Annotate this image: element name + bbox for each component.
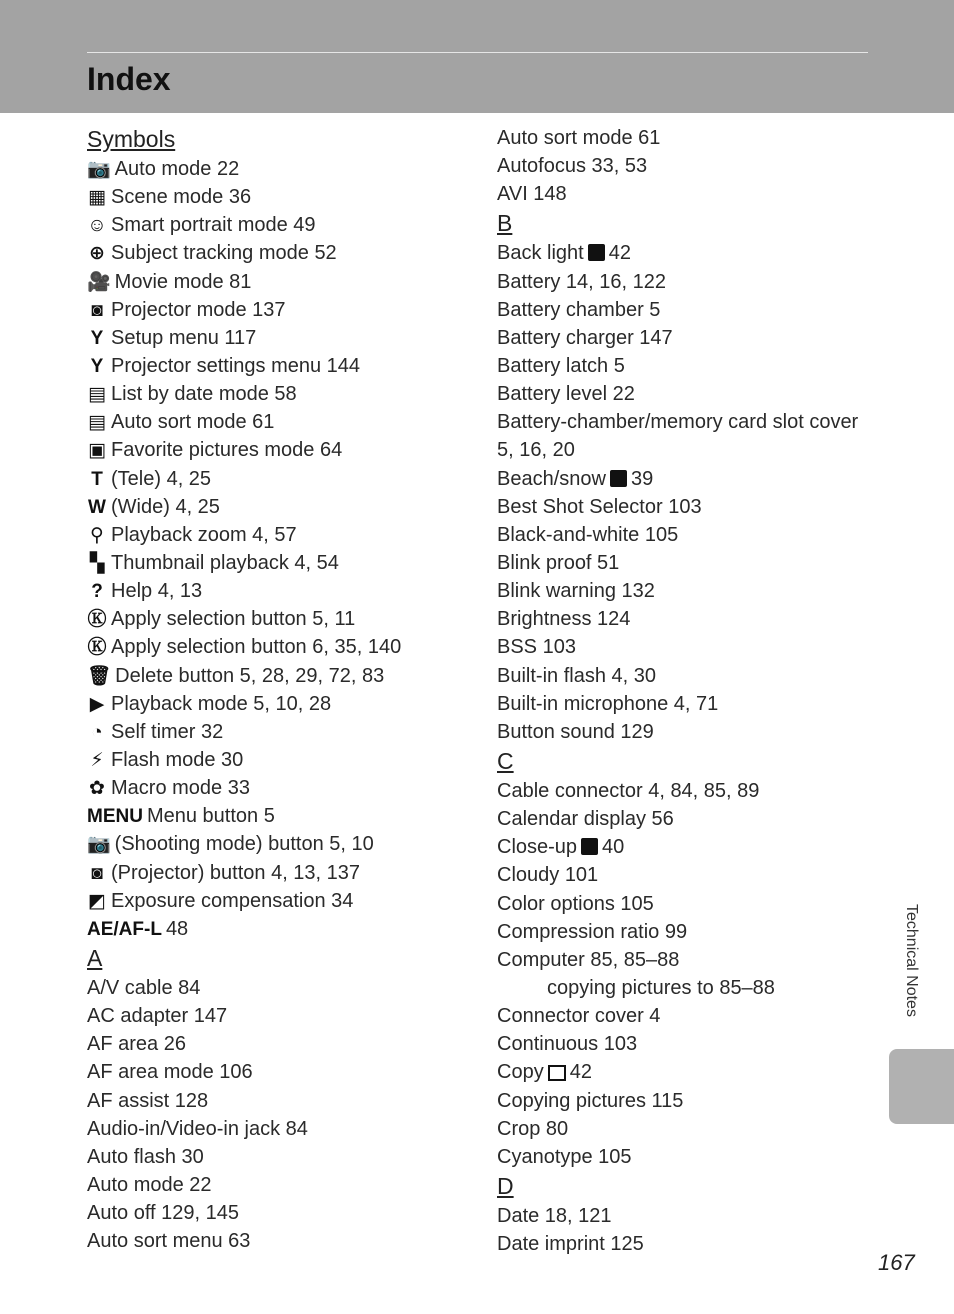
self-timer-icon: ◔ [91, 721, 103, 743]
index-entry [87, 521, 477, 549]
index-entry-text: Favorite pictures mode 64 [111, 439, 343, 462]
index-entry-text: Smart portrait mode 49 [111, 214, 316, 237]
backlight-icon [588, 244, 605, 261]
movie-icon: 🎥 [87, 271, 111, 293]
index-entry [497, 805, 877, 833]
index-entry-text: Projector mode 137 [111, 298, 286, 321]
index-entry-text: Setup menu 117 [111, 326, 257, 349]
index-entry [87, 1227, 477, 1255]
index-entry [497, 690, 877, 718]
index-entry-text: Apply selection button 5, 11 [111, 608, 356, 631]
menu-icon: MENU [87, 806, 143, 828]
index-entry-text: AC adapter 147 [87, 1005, 228, 1028]
index-entry-text: Copy [497, 1061, 544, 1084]
index-entry-text: Flash mode 30 [111, 748, 244, 771]
tele-icon: T [91, 468, 103, 490]
index-entry [497, 268, 877, 296]
index-entry-text: Cable connector 4, 84, 85, 89 [497, 779, 760, 802]
index-entry-text: Beach/snow [497, 467, 606, 490]
index-entry [87, 239, 477, 267]
favorite-pictures-icon: ▣ [88, 440, 106, 462]
index-entry [87, 183, 477, 211]
projector-icon: ◙ [91, 862, 103, 884]
page-title: Index [87, 61, 171, 97]
index-entry-text: C [497, 747, 514, 774]
auto-sort-icon: ▤ [88, 412, 106, 434]
list-by-date-icon: ▤ [88, 384, 106, 406]
index-entry-text: Thumbnail playback 4, 54 [111, 551, 339, 574]
wide-icon: W [88, 496, 106, 518]
index-entry [87, 690, 477, 718]
index-entry-text: Built-in flash 4, 30 [497, 664, 656, 687]
index-entry-text: Black-and-white 105 [497, 523, 679, 546]
index-entry-text: Auto off 129, 145 [87, 1202, 239, 1225]
index-entry-text: Auto mode 22 [87, 1173, 212, 1196]
index-entry [497, 465, 877, 493]
index-entry [87, 887, 477, 915]
index-entry-text: Battery charger 147 [497, 326, 673, 349]
index-entry-text: Projector settings menu 144 [111, 354, 361, 377]
index-entry-text: Battery-chamber/memory card slot cover [497, 411, 859, 434]
index-entry-text: AVI 148 [497, 183, 567, 206]
index-entry-text: Date 18, 121 [497, 1204, 612, 1227]
index-entry-text: Battery level 22 [497, 383, 635, 406]
index-entry [87, 718, 477, 746]
index-entry [87, 633, 477, 661]
index-entry-text: Compression ratio 99 [497, 920, 688, 943]
copy-icon [548, 1065, 566, 1081]
index-entry [87, 974, 477, 1002]
side-label-text: Technical Notes [903, 904, 920, 1017]
index-entry [87, 493, 477, 521]
index-entry-text: 5, 16, 20 [497, 439, 575, 462]
index-entry-text: Exposure compensation 34 [111, 889, 354, 912]
index-entry [497, 124, 877, 152]
index-entry-text: (Tele) 4, 25 [111, 467, 212, 490]
index-entry-text: B [497, 210, 513, 237]
index-entry [497, 352, 877, 380]
page-number: 167 [878, 1250, 915, 1275]
index-entry-text: (Shooting mode) button 5, 10 [114, 833, 374, 856]
index-entry [497, 239, 877, 267]
index-entry-text: Calendar display 56 [497, 808, 674, 831]
index-entry [497, 324, 877, 352]
index-entry [497, 1058, 877, 1086]
index-entry [497, 662, 877, 690]
index-entry [497, 1087, 877, 1115]
index-entry-text: Auto sort menu 63 [87, 1230, 251, 1253]
index-entry-text: (Projector) button 4, 13, 137 [111, 861, 361, 884]
index-entry-text: Button sound 129 [497, 720, 654, 743]
index-entry [87, 549, 477, 577]
close-up-icon [581, 838, 598, 855]
index-entry [87, 746, 477, 774]
index-entry [87, 802, 477, 830]
index-entry-text: Auto flash 30 [87, 1145, 204, 1168]
index-entry [497, 974, 877, 1002]
index-entry-text: Apply selection button 6, 35, 140 [111, 636, 402, 659]
index-section-heading [497, 746, 877, 777]
scene-icon: ▦ [88, 187, 106, 209]
index-entry [497, 833, 877, 861]
index-entry-text: A/V cable 84 [87, 976, 201, 999]
index-entry-text: Delete button 5, 28, 29, 72, 83 [115, 664, 385, 687]
index-entry-text: A [87, 944, 103, 971]
beach-snow-icon [610, 470, 627, 487]
index-column-right [497, 124, 877, 1258]
index-entry [87, 380, 477, 408]
index-entry-text: Back light [497, 242, 584, 265]
index-entry-text: Brightness 124 [497, 608, 631, 631]
index-entry [497, 1143, 877, 1171]
index-entry-text: Connector cover 4 [497, 1005, 661, 1028]
smart-portrait-icon: ☺ [87, 215, 107, 237]
index-entry [497, 918, 877, 946]
index-entry [87, 324, 477, 352]
index-section-heading [87, 124, 477, 155]
index-entry [87, 830, 477, 858]
index-entry-text: Battery 14, 16, 122 [497, 270, 667, 293]
index-entry-text: (Wide) 4, 25 [111, 495, 220, 518]
index-entry-text: Playback zoom 4, 57 [111, 523, 297, 546]
thumbnail-icon: ▚ [89, 552, 105, 574]
index-entry-text: Symbols [87, 126, 176, 152]
index-entry [87, 915, 477, 943]
index-entry-text: Built-in microphone 4, 71 [497, 692, 719, 715]
section-thumb-tab [889, 1049, 954, 1124]
index-entry [497, 946, 877, 974]
index-entry [87, 211, 477, 239]
index-entry [497, 718, 877, 746]
index-entry-text: Copying pictures 115 [497, 1089, 684, 1112]
index-entry-text: Auto sort mode 61 [111, 411, 275, 434]
camera-icon: 📷 [87, 834, 111, 856]
index-section-heading [497, 208, 877, 239]
index-entry-text: AF assist 128 [87, 1089, 209, 1112]
index-entry-text: Help 4, 13 [111, 580, 203, 603]
index-entry-text: Audio-in/Video-in jack 84 [87, 1117, 308, 1140]
macro-icon: ✿ [89, 778, 105, 800]
subject-tracking-icon: ⊕ [89, 243, 105, 265]
index-entry [497, 1202, 877, 1230]
index-entry [497, 493, 877, 521]
index-entry-text: Battery latch 5 [497, 354, 625, 377]
index-entry-text: Battery chamber 5 [497, 298, 661, 321]
index-entry-text: Color options 105 [497, 892, 654, 915]
index-entry [87, 662, 477, 690]
ok-button-outline-icon: Ⓚ [87, 637, 107, 659]
index-entry [87, 465, 477, 493]
index-entry-text: D [497, 1172, 514, 1199]
index-entry [87, 1002, 477, 1030]
page-header [0, 0, 954, 113]
header-rule [87, 52, 868, 53]
index-entry-text: BSS 103 [497, 636, 576, 659]
index-entry [87, 408, 477, 436]
index-entry [87, 155, 477, 183]
index-entry [87, 1115, 477, 1143]
camera-icon: 📷 [87, 159, 111, 180]
index-entry-text: copying pictures to 85–88 [547, 976, 775, 999]
index-entry [497, 521, 877, 549]
index-entry [87, 774, 477, 802]
playback-icon: ▶ [89, 693, 105, 715]
index-entry-text: Macro mode 33 [111, 777, 250, 800]
index-entry-text: Playback mode 5, 10, 28 [111, 692, 332, 715]
index-entry-text: Scene mode 36 [111, 186, 252, 209]
index-entry [87, 605, 477, 633]
index-column-left [87, 124, 477, 1255]
side-section-label [896, 904, 926, 1039]
index-entry [497, 436, 877, 464]
projector-icon: ◙ [91, 299, 103, 321]
index-entry-text: Autofocus 33, 53 [497, 155, 648, 178]
flash-icon: ⚡ [90, 749, 104, 771]
index-entry [497, 152, 877, 180]
index-entry-text: Auto sort mode 61 [497, 127, 661, 149]
index-entry-page: 42 [608, 242, 631, 265]
index-entry-text: Blink proof 51 [497, 551, 620, 574]
index-entry [87, 577, 477, 605]
index-entry-text: Movie mode 81 [114, 270, 252, 293]
index-entry-text: Continuous 103 [497, 1033, 638, 1056]
index-entry [497, 861, 877, 889]
index-entry-text: Cloudy 101 [497, 864, 599, 887]
index-entry [497, 408, 877, 436]
index-entry [497, 380, 877, 408]
index-section-heading [87, 943, 477, 974]
ok-button-icon: Ⓚ [87, 609, 107, 631]
index-entry [497, 777, 877, 805]
index-entry [497, 890, 877, 918]
index-entry [87, 296, 477, 324]
index-entry [87, 859, 477, 887]
index-entry-text: Computer 85, 85–88 [497, 948, 680, 971]
index-entry-text: 48 [165, 917, 189, 940]
index-entry [497, 1115, 877, 1143]
index-entry-text: AF area 26 [87, 1033, 186, 1056]
index-entry [497, 605, 877, 633]
index-entry-text: AF area mode 106 [87, 1061, 253, 1084]
index-entry-text: Subject tracking mode 52 [111, 242, 337, 265]
index-entry [87, 1143, 477, 1171]
trash-icon: 🗑 [87, 665, 112, 687]
index-entry [497, 633, 877, 661]
index-entry-text: Close-up [497, 836, 578, 859]
index-entry [497, 180, 877, 208]
index-entry [87, 1199, 477, 1227]
index-entry [497, 296, 877, 324]
index-entry-text: Best Shot Selector 103 [497, 495, 702, 518]
exposure-compensation-icon: ◩ [88, 890, 106, 912]
index-entry-text: Auto mode 22 [114, 158, 240, 180]
index-entry [87, 1030, 477, 1058]
index-entry [497, 577, 877, 605]
index-entry-text: Menu button 5 [146, 805, 275, 828]
index-entry-page: 40 [602, 836, 625, 859]
help-icon: ? [91, 581, 103, 603]
index-entry-text: List by date mode 58 [111, 383, 297, 406]
index-entry [497, 549, 877, 577]
magnifier-icon: ⚲ [90, 524, 104, 546]
ae-af-lock-icon: AE/AF-L [87, 918, 162, 940]
index-entry [87, 268, 477, 296]
wrench-icon: Y [90, 355, 104, 377]
wrench-icon: Y [90, 327, 104, 349]
index-entry-text: Crop 80 [497, 1117, 569, 1140]
index-entry-text: Blink warning 132 [497, 580, 655, 603]
index-entry-text: Self timer 32 [111, 720, 224, 743]
index-entry-page: 39 [630, 467, 654, 490]
index-entry-text: Date imprint 125 [497, 1233, 644, 1256]
index-section-heading [497, 1171, 877, 1202]
index-entry [87, 1087, 477, 1115]
index-entry-text: Cyanotype 105 [497, 1145, 632, 1168]
index-entry-page: 42 [569, 1061, 592, 1084]
index-entry [87, 1171, 477, 1199]
index-entry [87, 436, 477, 464]
index-entry [497, 1230, 877, 1258]
index-entry [87, 352, 477, 380]
index-entry [87, 1058, 477, 1086]
index-entry [497, 1002, 877, 1030]
index-entry [497, 1030, 877, 1058]
